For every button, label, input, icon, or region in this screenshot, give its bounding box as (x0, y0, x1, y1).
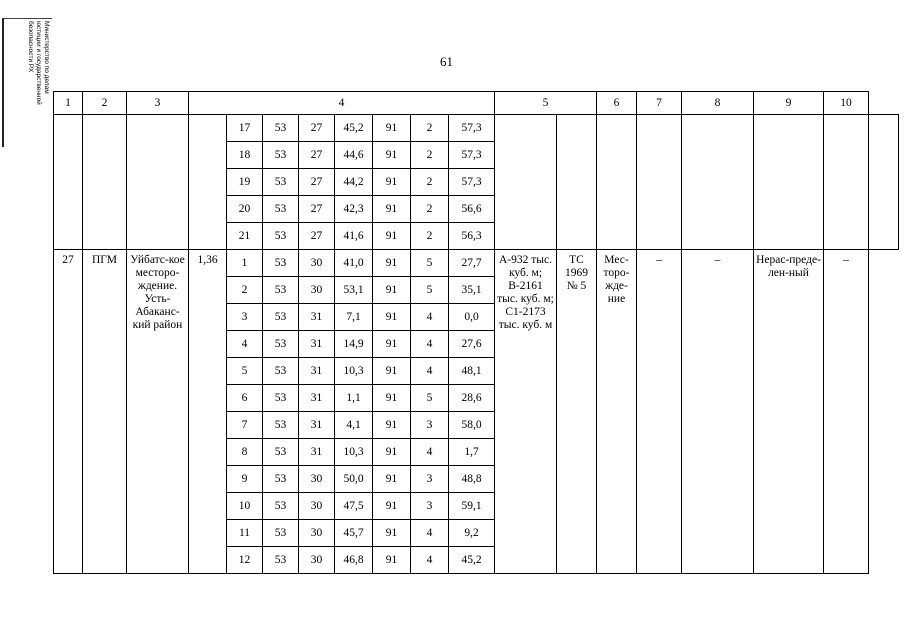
coord-cell: 31 (299, 358, 335, 385)
coord-cell: 53 (263, 385, 299, 412)
coord-cell: 91 (373, 520, 411, 547)
coord-cell: 91 (373, 385, 411, 412)
coord-cell: 31 (299, 412, 335, 439)
coord-cell: 50,0 (335, 466, 373, 493)
header-cell: 2 (83, 92, 127, 115)
coord-cell: 91 (373, 142, 411, 169)
coord-cell: 91 (373, 277, 411, 304)
coord-cell: 91 (373, 412, 411, 439)
coord-cell: 12 (227, 547, 263, 574)
coord-cell: 91 (373, 304, 411, 331)
coord-cell: 10,3 (335, 439, 373, 466)
empty-cell (557, 115, 597, 250)
coord-cell: 53 (263, 547, 299, 574)
coord-cell: 45,2 (449, 547, 495, 574)
empty-cell (597, 115, 637, 250)
coord-cell: 4 (411, 439, 449, 466)
entry-number: 27 (54, 250, 83, 574)
stamp-text: Министерство по делам юстиции и государственной безопасности РХ (27, 21, 50, 105)
reserves-cell: А-932 тыс. куб. м; В-2161 тыс. куб. м; С1-2173 тыс. куб. м (495, 250, 557, 574)
coord-cell: 11 (227, 520, 263, 547)
empty-cell (495, 115, 557, 250)
coord-cell: 1,7 (449, 439, 495, 466)
coord-cell: 28,6 (449, 385, 495, 412)
table-row (54, 115, 899, 142)
coord-cell: 4 (411, 304, 449, 331)
coord-cell: 4 (227, 331, 263, 358)
coord-cell: 3 (411, 493, 449, 520)
coord-cell: 4 (411, 520, 449, 547)
coord-cell: 27 (299, 169, 335, 196)
coord-cell: 1,1 (335, 385, 373, 412)
coord-cell: 27,6 (449, 331, 495, 358)
coord-cell: 91 (373, 547, 411, 574)
coord-cell: 4 (411, 547, 449, 574)
coord-cell: 31 (299, 304, 335, 331)
empty-cell (869, 115, 899, 250)
coord-cell: 59,1 (449, 493, 495, 520)
coord-cell: 53 (263, 142, 299, 169)
coord-cell: 57,3 (449, 115, 495, 142)
empty-cell (682, 115, 754, 250)
coord-cell: 53 (263, 115, 299, 142)
empty-cell (54, 115, 83, 250)
coord-cell: 30 (299, 277, 335, 304)
coord-cell: 91 (373, 250, 411, 277)
empty-cell (189, 115, 227, 250)
coord-cell: 53 (263, 412, 299, 439)
coord-cell: 42,3 (335, 196, 373, 223)
registration-stamp (2, 18, 52, 147)
coord-cell: 27 (299, 196, 335, 223)
coord-cell: 6 (227, 385, 263, 412)
coord-cell: 19 (227, 169, 263, 196)
coord-cell: 91 (373, 196, 411, 223)
page-number: 61 (440, 54, 453, 69)
coord-cell: 53 (263, 466, 299, 493)
col8-cell: – (682, 250, 754, 574)
coord-cell: 17 (227, 115, 263, 142)
coord-cell: 44,2 (335, 169, 373, 196)
coord-cell: 91 (373, 115, 411, 142)
coord-cell: 46,8 (335, 547, 373, 574)
coord-cell: 45,2 (335, 115, 373, 142)
coord-cell: 48,1 (449, 358, 495, 385)
coord-cell: 5 (227, 358, 263, 385)
coord-cell: 14,9 (335, 331, 373, 358)
header-cell: 8 (682, 92, 754, 115)
coord-cell: 27 (299, 223, 335, 250)
coord-cell: 53 (263, 250, 299, 277)
coord-cell: 48,8 (449, 466, 495, 493)
coord-cell: 2 (227, 277, 263, 304)
coord-cell: 91 (373, 331, 411, 358)
status-cell: Мес-торо-жде-ние (597, 250, 637, 574)
coord-cell: 31 (299, 331, 335, 358)
coord-cell: 31 (299, 439, 335, 466)
deposit-name: Уйбатс-кое месторо-ждение. Усть-Абаканс-кий район (127, 250, 189, 574)
mineral-type: ПГМ (83, 250, 127, 574)
coord-cell: 56,6 (449, 196, 495, 223)
coord-cell: 30 (299, 520, 335, 547)
coord-cell: 2 (411, 115, 449, 142)
table-row (54, 250, 899, 277)
header-cell: 7 (637, 92, 682, 115)
coord-cell: 20 (227, 196, 263, 223)
empty-cell (637, 115, 682, 250)
coord-cell: 5 (411, 277, 449, 304)
empty-cell (754, 115, 824, 250)
coord-cell: 9,2 (449, 520, 495, 547)
header-cell: 10 (824, 92, 869, 115)
col7-cell: – (637, 250, 682, 574)
coord-cell: 2 (411, 169, 449, 196)
coord-cell: 27,7 (449, 250, 495, 277)
coord-cell: 10,3 (335, 358, 373, 385)
header-cell: 3 (127, 92, 189, 115)
coord-cell: 10 (227, 493, 263, 520)
coord-cell: 8 (227, 439, 263, 466)
header-row (54, 92, 899, 115)
header-cell: 6 (597, 92, 637, 115)
coord-cell: 18 (227, 142, 263, 169)
approval-cell: ТС 1969 № 5 (557, 250, 597, 574)
coord-cell: 3 (411, 412, 449, 439)
coord-cell: 91 (373, 358, 411, 385)
coord-cell: 0,0 (449, 304, 495, 331)
coord-cell: 1 (227, 250, 263, 277)
coord-cell: 44,6 (335, 142, 373, 169)
coord-cell: 2 (411, 223, 449, 250)
coord-cell: 57,3 (449, 142, 495, 169)
coord-cell: 4 (411, 358, 449, 385)
coord-cell: 9 (227, 466, 263, 493)
coord-cell: 45,7 (335, 520, 373, 547)
coord-cell: 35,1 (449, 277, 495, 304)
coord-cell: 53 (263, 520, 299, 547)
col9-cell: Нерас-преде-лен-ный (754, 250, 824, 574)
coord-cell: 5 (411, 250, 449, 277)
coord-cell: 21 (227, 223, 263, 250)
coord-cell: 31 (299, 385, 335, 412)
coord-cell: 3 (411, 466, 449, 493)
header-cell: 5 (495, 92, 597, 115)
coord-cell: 41,0 (335, 250, 373, 277)
coord-cell: 2 (411, 142, 449, 169)
area-value: 1,36 (189, 250, 227, 574)
coord-cell: 5 (411, 385, 449, 412)
coord-cell: 58,0 (449, 412, 495, 439)
coord-cell: 7,1 (335, 304, 373, 331)
coord-cell: 53,1 (335, 277, 373, 304)
coord-cell: 91 (373, 169, 411, 196)
coord-cell: 4 (411, 331, 449, 358)
coord-cell: 30 (299, 250, 335, 277)
coord-cell: 53 (263, 223, 299, 250)
coord-cell: 30 (299, 493, 335, 520)
coord-cell: 2 (411, 196, 449, 223)
coord-cell: 47,5 (335, 493, 373, 520)
coord-cell: 91 (373, 439, 411, 466)
empty-cell (824, 115, 869, 250)
header-cell: 4 (189, 92, 495, 115)
coord-cell: 91 (373, 493, 411, 520)
coord-cell: 3 (227, 304, 263, 331)
coord-cell: 53 (263, 304, 299, 331)
coord-cell: 27 (299, 142, 335, 169)
coord-cell: 53 (263, 331, 299, 358)
coord-cell: 30 (299, 547, 335, 574)
deposits-table (53, 91, 899, 574)
coord-cell: 53 (263, 439, 299, 466)
coord-cell: 41,6 (335, 223, 373, 250)
coord-cell: 53 (263, 196, 299, 223)
header-cell: 1 (54, 92, 83, 115)
coord-cell: 53 (263, 493, 299, 520)
coord-cell: 7 (227, 412, 263, 439)
header-cell: 9 (754, 92, 824, 115)
coord-cell: 56,3 (449, 223, 495, 250)
col10-cell: – (824, 250, 869, 574)
coord-cell: 53 (263, 169, 299, 196)
coord-cell: 53 (263, 358, 299, 385)
empty-cell (83, 115, 127, 250)
coord-cell: 27 (299, 115, 335, 142)
coord-cell: 4,1 (335, 412, 373, 439)
coord-cell: 30 (299, 466, 335, 493)
coord-cell: 53 (263, 277, 299, 304)
empty-cell (127, 115, 189, 250)
coord-cell: 91 (373, 466, 411, 493)
coord-cell: 91 (373, 223, 411, 250)
coord-cell: 57,3 (449, 169, 495, 196)
